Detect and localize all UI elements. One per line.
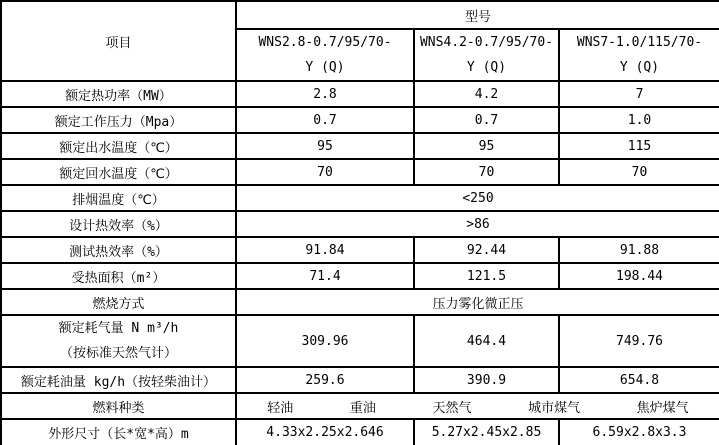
row-label-cell: 受热面积（m²） bbox=[1, 263, 236, 289]
row-label-cell: 燃料种类 bbox=[1, 393, 236, 419]
value-cell: 71.4 bbox=[236, 263, 414, 289]
fuel-type: 天然气 bbox=[432, 400, 472, 416]
row-label-cell: 额定工作压力（Mpa） bbox=[1, 107, 236, 133]
value-cell: 95 bbox=[414, 133, 559, 159]
header-row-model bbox=[1, 1, 719, 29]
value-cell: 91.84 bbox=[236, 237, 414, 263]
item-header-cell: 项目 bbox=[1, 1, 236, 81]
value-cell: 1.0 bbox=[559, 107, 719, 133]
merged-value-cell: >86 bbox=[236, 211, 719, 237]
model-name-cell bbox=[559, 29, 719, 81]
row-label-cell bbox=[1, 315, 236, 367]
value-cell: 464.4 bbox=[414, 315, 559, 367]
row-label-cell: 额定热功率（MW） bbox=[1, 81, 236, 107]
table-row bbox=[1, 133, 719, 159]
value-cell: 4.33x2.25x2.646 bbox=[236, 419, 414, 445]
merged-value-cell: <250 bbox=[236, 185, 719, 211]
table-row bbox=[1, 211, 719, 237]
value-cell: 749.76 bbox=[559, 315, 719, 367]
value-cell: 6.59x2.8x3.3 bbox=[559, 419, 719, 445]
fuel-types-cell bbox=[236, 393, 719, 419]
model-name-line1: WNS7-1.0/115/70- bbox=[576, 35, 703, 50]
model-name-line2: Y (Q) bbox=[619, 60, 660, 75]
table-row bbox=[1, 107, 719, 133]
table-row bbox=[1, 263, 719, 289]
table-row bbox=[1, 367, 719, 393]
value-cell: 4.2 bbox=[414, 81, 559, 107]
value-cell: 92.44 bbox=[414, 237, 559, 263]
value-cell: 198.44 bbox=[559, 263, 719, 289]
fuel-type: 焦炉煤气 bbox=[636, 400, 689, 416]
value-cell: 91.88 bbox=[559, 237, 719, 263]
row-label-cell: 测试热效率（%） bbox=[1, 237, 236, 263]
table-row bbox=[1, 393, 719, 419]
model-name-line2: Y (Q) bbox=[466, 60, 507, 75]
model-name-line1: WNS2.8-0.7/95/70- bbox=[258, 35, 392, 50]
row-label-cell: 外形尺寸（长*宽*高）m bbox=[1, 419, 236, 445]
value-cell: 7 bbox=[559, 81, 719, 107]
table-row bbox=[1, 289, 719, 315]
row-label-cell: 设计热效率（%） bbox=[1, 211, 236, 237]
merged-value-cell: 压力雾化微正压 bbox=[236, 289, 719, 315]
fuel-type: 重油 bbox=[349, 400, 376, 416]
value-cell: 121.5 bbox=[414, 263, 559, 289]
value-cell: 390.9 bbox=[414, 367, 559, 393]
row-label-cell: 额定耗油量 kg/h（按轻柴油计） bbox=[1, 367, 236, 393]
table-row bbox=[1, 185, 719, 211]
model-name-cell bbox=[414, 29, 559, 81]
value-cell: 5.27x2.45x2.85 bbox=[414, 419, 559, 445]
value-cell: 70 bbox=[236, 159, 414, 185]
model-name-line1: WNS4.2-0.7/95/70- bbox=[419, 35, 554, 50]
table-row bbox=[1, 237, 719, 263]
fuel-type: 轻油 bbox=[267, 400, 294, 416]
table-row bbox=[1, 81, 719, 107]
row-label-cell: 排烟温度（℃） bbox=[1, 185, 236, 211]
value-cell: 70 bbox=[414, 159, 559, 185]
value-cell: 654.8 bbox=[559, 367, 719, 393]
row-label-cell: 燃烧方式 bbox=[1, 289, 236, 315]
value-cell: 70 bbox=[559, 159, 719, 185]
row-label-cell: 额定回水温度（℃） bbox=[1, 159, 236, 185]
row-label-cell: 额定出水温度（℃） bbox=[1, 133, 236, 159]
row-label-line1: 额定耗气量 N m³/h bbox=[58, 321, 179, 336]
value-cell: 0.7 bbox=[236, 107, 414, 133]
model-name-cell bbox=[236, 29, 414, 81]
value-cell: 259.6 bbox=[236, 367, 414, 393]
fuel-type: 城市煤气 bbox=[528, 400, 581, 416]
row-label-line2: （按标准天然气计） bbox=[59, 346, 177, 361]
value-cell: 0.7 bbox=[414, 107, 559, 133]
table-row bbox=[1, 419, 719, 445]
value-cell: 309.96 bbox=[236, 315, 414, 367]
value-cell: 2.8 bbox=[236, 81, 414, 107]
table-row bbox=[1, 159, 719, 185]
value-cell: 95 bbox=[236, 133, 414, 159]
model-name-line2: Y (Q) bbox=[305, 60, 345, 75]
model-header-cell: 型号 bbox=[236, 1, 719, 29]
value-cell: 115 bbox=[559, 133, 719, 159]
table-row bbox=[1, 315, 719, 367]
